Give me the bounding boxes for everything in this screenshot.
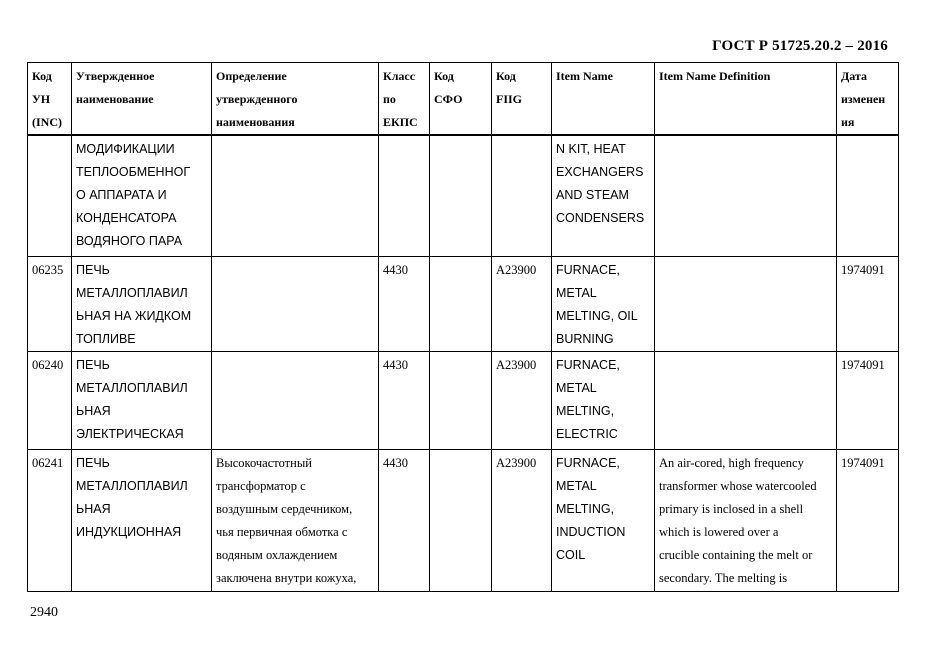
cell-sfo <box>430 351 492 449</box>
cell-line: Высокочастотный <box>216 455 312 470</box>
cell-line: COIL <box>556 547 586 562</box>
cell-sfo <box>430 449 492 591</box>
cell-line: ПЕЧЬ <box>76 262 110 277</box>
header-item-definition <box>655 63 837 136</box>
cell-line: 1974091 <box>841 262 885 277</box>
cell-inc <box>28 351 72 449</box>
cell-class <box>379 449 430 591</box>
cell-item-definition <box>655 351 837 449</box>
cell-line: Код <box>496 69 516 83</box>
classification-table <box>27 62 899 592</box>
cell-line: BURNING <box>556 331 614 346</box>
cell-line: Определение <box>216 69 287 83</box>
cell-line: МЕТАЛЛОПЛАВИЛ <box>76 380 188 395</box>
cell-item-name <box>552 351 655 449</box>
cell-line: METAL <box>556 380 597 395</box>
cell-line: ЕКПС <box>383 115 418 129</box>
cell-line: наименования <box>216 115 295 129</box>
header-class <box>379 63 430 136</box>
cell-line: CONDENSERS <box>556 211 645 225</box>
header-date <box>837 63 899 136</box>
cell-line: primary is inclosed in a shell <box>659 501 804 516</box>
cell-line: Дата <box>841 69 867 83</box>
cell-line: ИНДУКЦИОННАЯ <box>76 524 182 539</box>
cell-line: A23900 <box>496 455 537 470</box>
cell-line: 06235 <box>32 262 64 277</box>
cell-line: INDUCTION <box>556 524 626 539</box>
cell-line: EXCHANGERS <box>556 165 644 179</box>
cell-definition <box>212 449 379 591</box>
header-item-name <box>552 63 655 136</box>
cell-item-name <box>552 449 655 591</box>
cell-line: Утвержденное <box>76 69 155 83</box>
cell-line: МОДИФИКАЦИИ <box>76 142 175 156</box>
cell-item-name <box>552 135 655 256</box>
cell-line: ПЕЧЬ <box>76 455 110 470</box>
cell-line: transformer whose watercooled <box>659 478 817 493</box>
cell-line: ТЕПЛООБМЕННОГ <box>76 165 191 179</box>
cell-line: СФО <box>434 92 463 106</box>
cell-line: Класс <box>383 69 416 83</box>
cell-definition <box>212 135 379 256</box>
cell-line: воздушным сердечником, <box>216 501 353 516</box>
cell-line: О АППАРАТА И <box>76 188 167 202</box>
table-row <box>28 256 899 351</box>
cell-line: secondary. The melting is <box>659 570 788 585</box>
cell-line: трансформатор с <box>216 478 306 493</box>
cell-line: изменен <box>841 92 886 106</box>
cell-line: 1974091 <box>841 357 885 372</box>
cell-item-name <box>552 256 655 351</box>
cell-line: AND STEAM <box>556 188 629 202</box>
cell-approved-name <box>72 135 212 256</box>
cell-line: Item Name Definition <box>659 69 771 83</box>
cell-line: 06240 <box>32 357 64 372</box>
standard-title: ГОСТ Р 51725.20.2 – 2016 <box>712 38 888 54</box>
header-fiig <box>492 63 552 136</box>
table-row <box>28 135 899 256</box>
cell-inc <box>28 256 72 351</box>
cell-line: ЬНАЯ <box>76 501 111 516</box>
cell-line: ПЕЧЬ <box>76 357 110 372</box>
cell-item-definition <box>655 256 837 351</box>
cell-line: 06241 <box>32 455 64 470</box>
cell-line: MELTING, <box>556 501 615 516</box>
cell-definition <box>212 351 379 449</box>
cell-line: METAL <box>556 478 597 493</box>
cell-line: MELTING, <box>556 403 615 418</box>
cell-line: A23900 <box>496 262 537 277</box>
cell-date <box>837 256 899 351</box>
cell-line: ELECTRIC <box>556 426 618 441</box>
header-approved-name <box>72 63 212 136</box>
cell-line: N KIT, HEAT <box>556 142 626 156</box>
cell-line: Код <box>434 69 454 83</box>
cell-line: A23900 <box>496 357 537 372</box>
cell-fiig <box>492 135 552 256</box>
cell-fiig <box>492 449 552 591</box>
cell-sfo <box>430 256 492 351</box>
cell-inc <box>28 135 72 256</box>
cell-line: Код <box>32 69 52 83</box>
cell-approved-name <box>72 351 212 449</box>
cell-line: 4430 <box>383 455 408 470</box>
cell-class <box>379 256 430 351</box>
cell-line: ЬНАЯ <box>76 403 111 418</box>
cell-line: МЕТАЛЛОПЛАВИЛ <box>76 478 188 493</box>
cell-line: КОНДЕНСАТОРА <box>76 211 177 225</box>
cell-line: which is lowered over a <box>659 524 779 539</box>
cell-line: MELTING, OIL <box>556 308 638 323</box>
cell-line: ТОПЛИВЕ <box>76 331 136 346</box>
cell-line: FIIG <box>496 92 523 106</box>
cell-line: водяным охлаждением <box>216 547 338 562</box>
cell-item-definition <box>655 135 837 256</box>
cell-line: FURNACE, <box>556 455 620 470</box>
cell-line: МЕТАЛЛОПЛАВИЛ <box>76 285 188 300</box>
cell-line: УН <box>32 92 51 106</box>
cell-class <box>379 135 430 256</box>
header-inc <box>28 63 72 136</box>
cell-line: 4430 <box>383 262 408 277</box>
cell-line: FURNACE, <box>556 262 620 277</box>
table-row <box>28 449 899 591</box>
header-definition <box>212 63 379 136</box>
cell-line: по <box>383 92 396 106</box>
cell-sfo <box>430 135 492 256</box>
cell-line: An air-cored, high frequency <box>659 455 804 470</box>
cell-line: 4430 <box>383 357 408 372</box>
cell-date <box>837 135 899 256</box>
header-sfo <box>430 63 492 136</box>
cell-line: наименование <box>76 92 154 106</box>
cell-class <box>379 351 430 449</box>
cell-date <box>837 351 899 449</box>
header-row <box>28 63 899 136</box>
cell-line: ЭЛЕКТРИЧЕСКАЯ <box>76 426 184 441</box>
cell-fiig <box>492 351 552 449</box>
cell-line: ЬНАЯ НА ЖИДКОМ <box>76 308 192 323</box>
cell-approved-name <box>72 256 212 351</box>
cell-line: FURNACE, <box>556 357 620 372</box>
cell-inc <box>28 449 72 591</box>
cell-line: ия <box>841 115 855 129</box>
cell-definition <box>212 256 379 351</box>
table-row <box>28 351 899 449</box>
cell-line: Item Name <box>556 69 613 83</box>
cell-line: ВОДЯНОГО ПАРА <box>76 234 183 248</box>
cell-line: 1974091 <box>841 455 885 470</box>
page-number: 2940 <box>30 605 58 620</box>
cell-approved-name <box>72 449 212 591</box>
cell-line: METAL <box>556 285 597 300</box>
cell-date <box>837 449 899 591</box>
cell-line: заключена внутри кожуха, <box>216 570 357 585</box>
cell-line: crucible containing the melt or <box>659 547 813 562</box>
cell-line: чья первичная обмотка с <box>216 524 348 539</box>
cell-fiig <box>492 256 552 351</box>
cell-line: (INC) <box>32 115 62 129</box>
cell-item-definition <box>655 449 837 591</box>
cell-line: утвержденного <box>216 92 298 106</box>
